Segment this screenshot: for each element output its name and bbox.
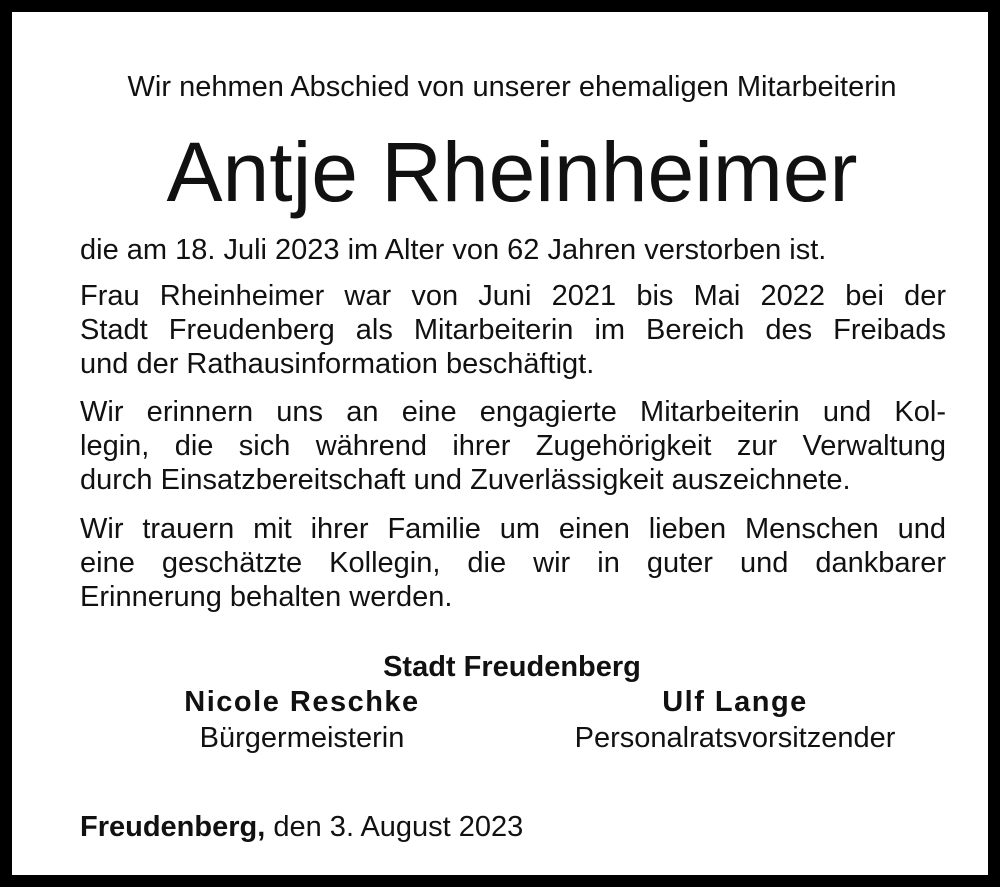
place-date-line <box>80 810 523 844</box>
paragraph-line: Frau Rheinheimer war von Juni 2021 bis Mai 2022 bei der <box>80 280 946 312</box>
signer-name: Ulf Lange <box>662 686 808 718</box>
deceased-name: Antje Rheinheimer <box>166 125 858 219</box>
paragraph-line: Stadt Freudenberg als Mitarbeiterin im Bereich des Freibads <box>80 314 946 346</box>
employment-paragraph <box>80 279 946 381</box>
remembrance-paragraph <box>80 395 946 497</box>
signer-staff-council <box>535 685 935 755</box>
death-statement-line: die am 18. Juli 2023 im Alter von 62 Jahren verstorben ist. <box>80 234 827 266</box>
paragraph-line: durch Einsatzbereitschaft und Zuverlässigkeit auszeichnete. <box>80 464 851 496</box>
paragraph-line: eine geschätzte Kollegin, die wir in guter und dankbarer <box>80 547 946 579</box>
signer-mayor <box>152 685 452 755</box>
footer-date: den 3. August 2023 <box>265 811 524 843</box>
signer-role: Personalratsvorsitzender <box>574 722 896 754</box>
paragraph-line: Wir erinnern uns an eine engagierte Mitarbeiterin und Kol- <box>80 396 946 428</box>
death-statement <box>80 233 946 267</box>
signer-name: Nicole Reschke <box>184 686 420 718</box>
footer-place: Freudenberg, <box>80 811 266 843</box>
mourning-paragraph <box>80 512 946 614</box>
signer-role: Bürgermeisterin <box>199 722 405 754</box>
paragraph-line: und der Rathausinformation beschäftigt. <box>80 348 595 380</box>
paragraph-line: Erinnerung behalten werden. <box>80 581 453 613</box>
paragraph-line: legin, die sich während ihrer Zugehörigkeit zur Verwaltung <box>80 430 946 462</box>
organization-name: Stadt Freudenberg <box>383 651 641 683</box>
intro-line: Wir nehmen Abschied von unserer ehemaligen Mitarbeiterin <box>127 71 897 103</box>
paragraph-line: Wir trauern mit ihrer Familie um einen lieben Menschen und <box>80 513 946 545</box>
